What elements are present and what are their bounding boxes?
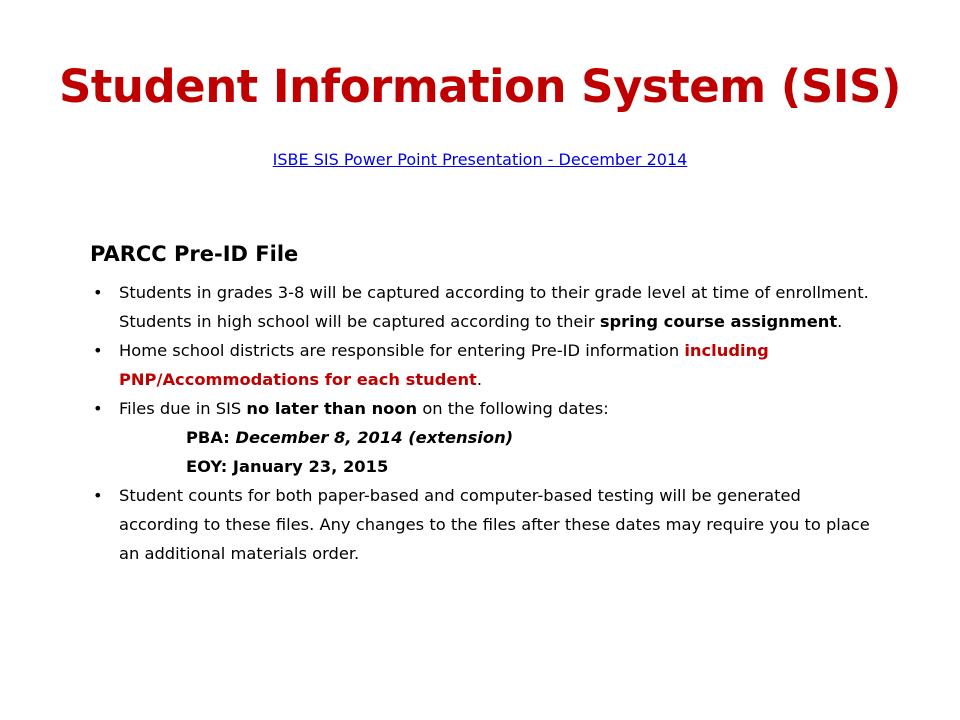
presentation-link[interactable]: ISBE SIS Power Point Presentation - December 2014 [272,150,688,169]
bullet-list [90,278,875,568]
bullet-icon: • [93,486,103,505]
bullet-bold-text: no later than noon [246,399,418,418]
pba-date: December 8, 2014 (extension) [235,428,514,447]
link-container [0,150,960,169]
list-item [90,278,875,336]
bullet-text-end: . [837,312,843,331]
bullet-text: Student counts for both paper-based and computer-based testing will be generated according to these files. Any changes to the files after these dates may require you to place an additional materials order. [119,486,870,563]
section-heading: PARCC Pre-ID File [90,242,299,266]
list-item [90,394,875,481]
bullet-bold-text: spring course assignment [599,312,838,331]
list-item [90,336,875,394]
bullet-text: Students in grades 3-8 will be captured according to their grade level at time of enrollment. Students in high school will be captured according to their [119,283,869,331]
list-item [90,481,875,568]
pba-date-line [119,423,875,452]
bullet-text-end: . [476,370,483,389]
pba-label: PBA: [186,428,236,447]
bullet-red-text: including PNP/Accommodations for each student [119,341,769,389]
bullet-icon: • [93,283,103,302]
bullet-text-end: on the following dates: [417,399,609,418]
bullet-icon: • [93,341,103,360]
bullet-text: Home school districts are responsible for entering Pre-ID information [119,341,685,360]
bullet-text: Files due in SIS [119,399,247,418]
slide-title: Student Information System (SIS) [59,60,901,113]
bullet-icon: • [93,399,103,418]
eoy-date-line: EOY: January 23, 2015 [186,457,389,476]
